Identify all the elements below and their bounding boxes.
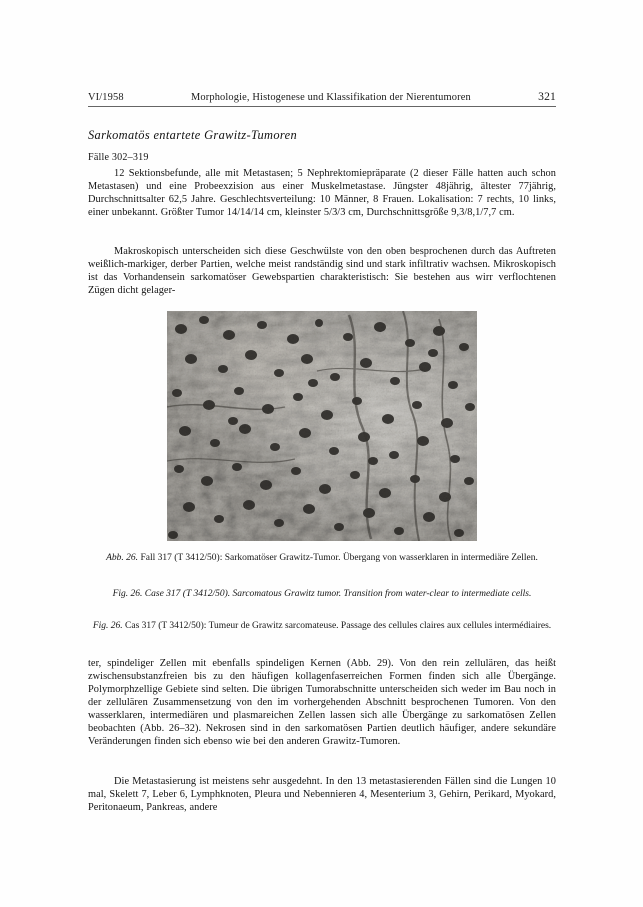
paragraph-microscopic: ter, spindeliger Zellen mit ebenfalls spindeligen Kernen (Abb. 29). Von den rein zellulären, das heißt zwischensubstanzfreien bis zu den häufigen kollagenfaserreichen Formen finden sich alle Übergänge. Polymorphzellige Gebiete sind selten. Die übrigen Tumorabschnitte unterscheiden sich weder im Bau noch in der zellulären Zusammensetzung von den im vorhergehenden Abschnitt besprochenen Tumoren. Von den wasserklaren, intermediären und plasmareichen Zellen lassen sich alle Übergänge zu sarkomatösen Zellen beobachten (Abb. 26–32). Nekrosen sind in den sarkomatösen Partien deutlich häufiger, andere sekundäre Veränderungen finden sich ebenso wie bei den anderen Grawitz-Tumoren. xyxy=(88,658,556,748)
case-range-label: Fälle 302–319 xyxy=(88,152,149,163)
caption-en-text: Case 317 (T 3412/50). Sarcomatous Grawitz tumor. Transition from water-clear to intermediate cells. xyxy=(142,589,532,599)
figure-caption-english xyxy=(88,588,556,600)
figure-caption-french xyxy=(88,620,556,632)
paragraph-intro: 12 Sektionsbefunde, alle mit Metastasen; 5 Nephrektomiepräparate (2 dieser Fälle hatten auch schon Metastasen) und eine Probeexzision aus einer Muskelmetastase. Jüngster 48jährig, ältester 77jährig, Durchschnittsalter 62,5 Jahre. Geschlechtsverteilung: 10 Männer, 8 Frauen. Lokalisation: 7 rechts, 10 links, einer unbekannt. Größter Tumor 14/14/14 cm, kleinster 5/3/3 cm, Durchschnittsgröße 9,3/8,1/7,7 cm. xyxy=(88,168,556,219)
caption-en-label: Fig. 26. xyxy=(112,589,143,599)
caption-de-label: Abb. 26. xyxy=(106,553,139,563)
paragraph-metastasis: Die Metastasierung ist meistens sehr ausgedehnt. In den 13 metastasierenden Fällen sind die Lungen 10 mal, Skelett 7, Leber 6, Lymphknoten, Pleura und Nebennieren 4, Mesenterium 3, Gehirn, Perikard, Myokard, Peritonaeum, Pankreas, andere xyxy=(88,776,556,814)
figure-micrograph xyxy=(167,311,477,541)
page-number: 321 xyxy=(538,90,556,103)
header-rule xyxy=(88,106,556,107)
micrograph-image xyxy=(167,311,477,541)
caption-fr-label: Fig. 26. xyxy=(92,621,123,631)
caption-fr-text: Cas 317 (T 3412/50): Tumeur de Grawitz sarcomateuse. Passage des cellules claires aux cellules intermédiaires. xyxy=(122,621,552,631)
running-head-issue: VI/1958 xyxy=(88,92,124,103)
running-head xyxy=(88,90,556,103)
paragraph-macroscopic: Makroskopisch unterscheiden sich diese Geschwülste von den oben besprochenen durch das Auftreten weißlich-markiger, derber Partien, welche meist randständig sind und stark infiltrativ wachsen. Mikroskopisch ist das Vorhandensein sarkomatöser Gewebspartien charakteristisch: Sie bestehen aus wirr verflochtenen Zügen dicht gelager- xyxy=(88,246,556,297)
figure-caption-german xyxy=(88,552,556,564)
running-head-title: Morphologie, Histogenese und Klassifikation der Nierentumoren xyxy=(191,92,471,103)
caption-de-text: Fall 317 (T 3412/50): Sarkomatöser Grawitz-Tumor. Übergang von wasserklaren in intermediäre Zellen. xyxy=(138,553,538,563)
section-heading: Sarkomatös entartete Grawitz-Tumoren xyxy=(88,128,298,142)
